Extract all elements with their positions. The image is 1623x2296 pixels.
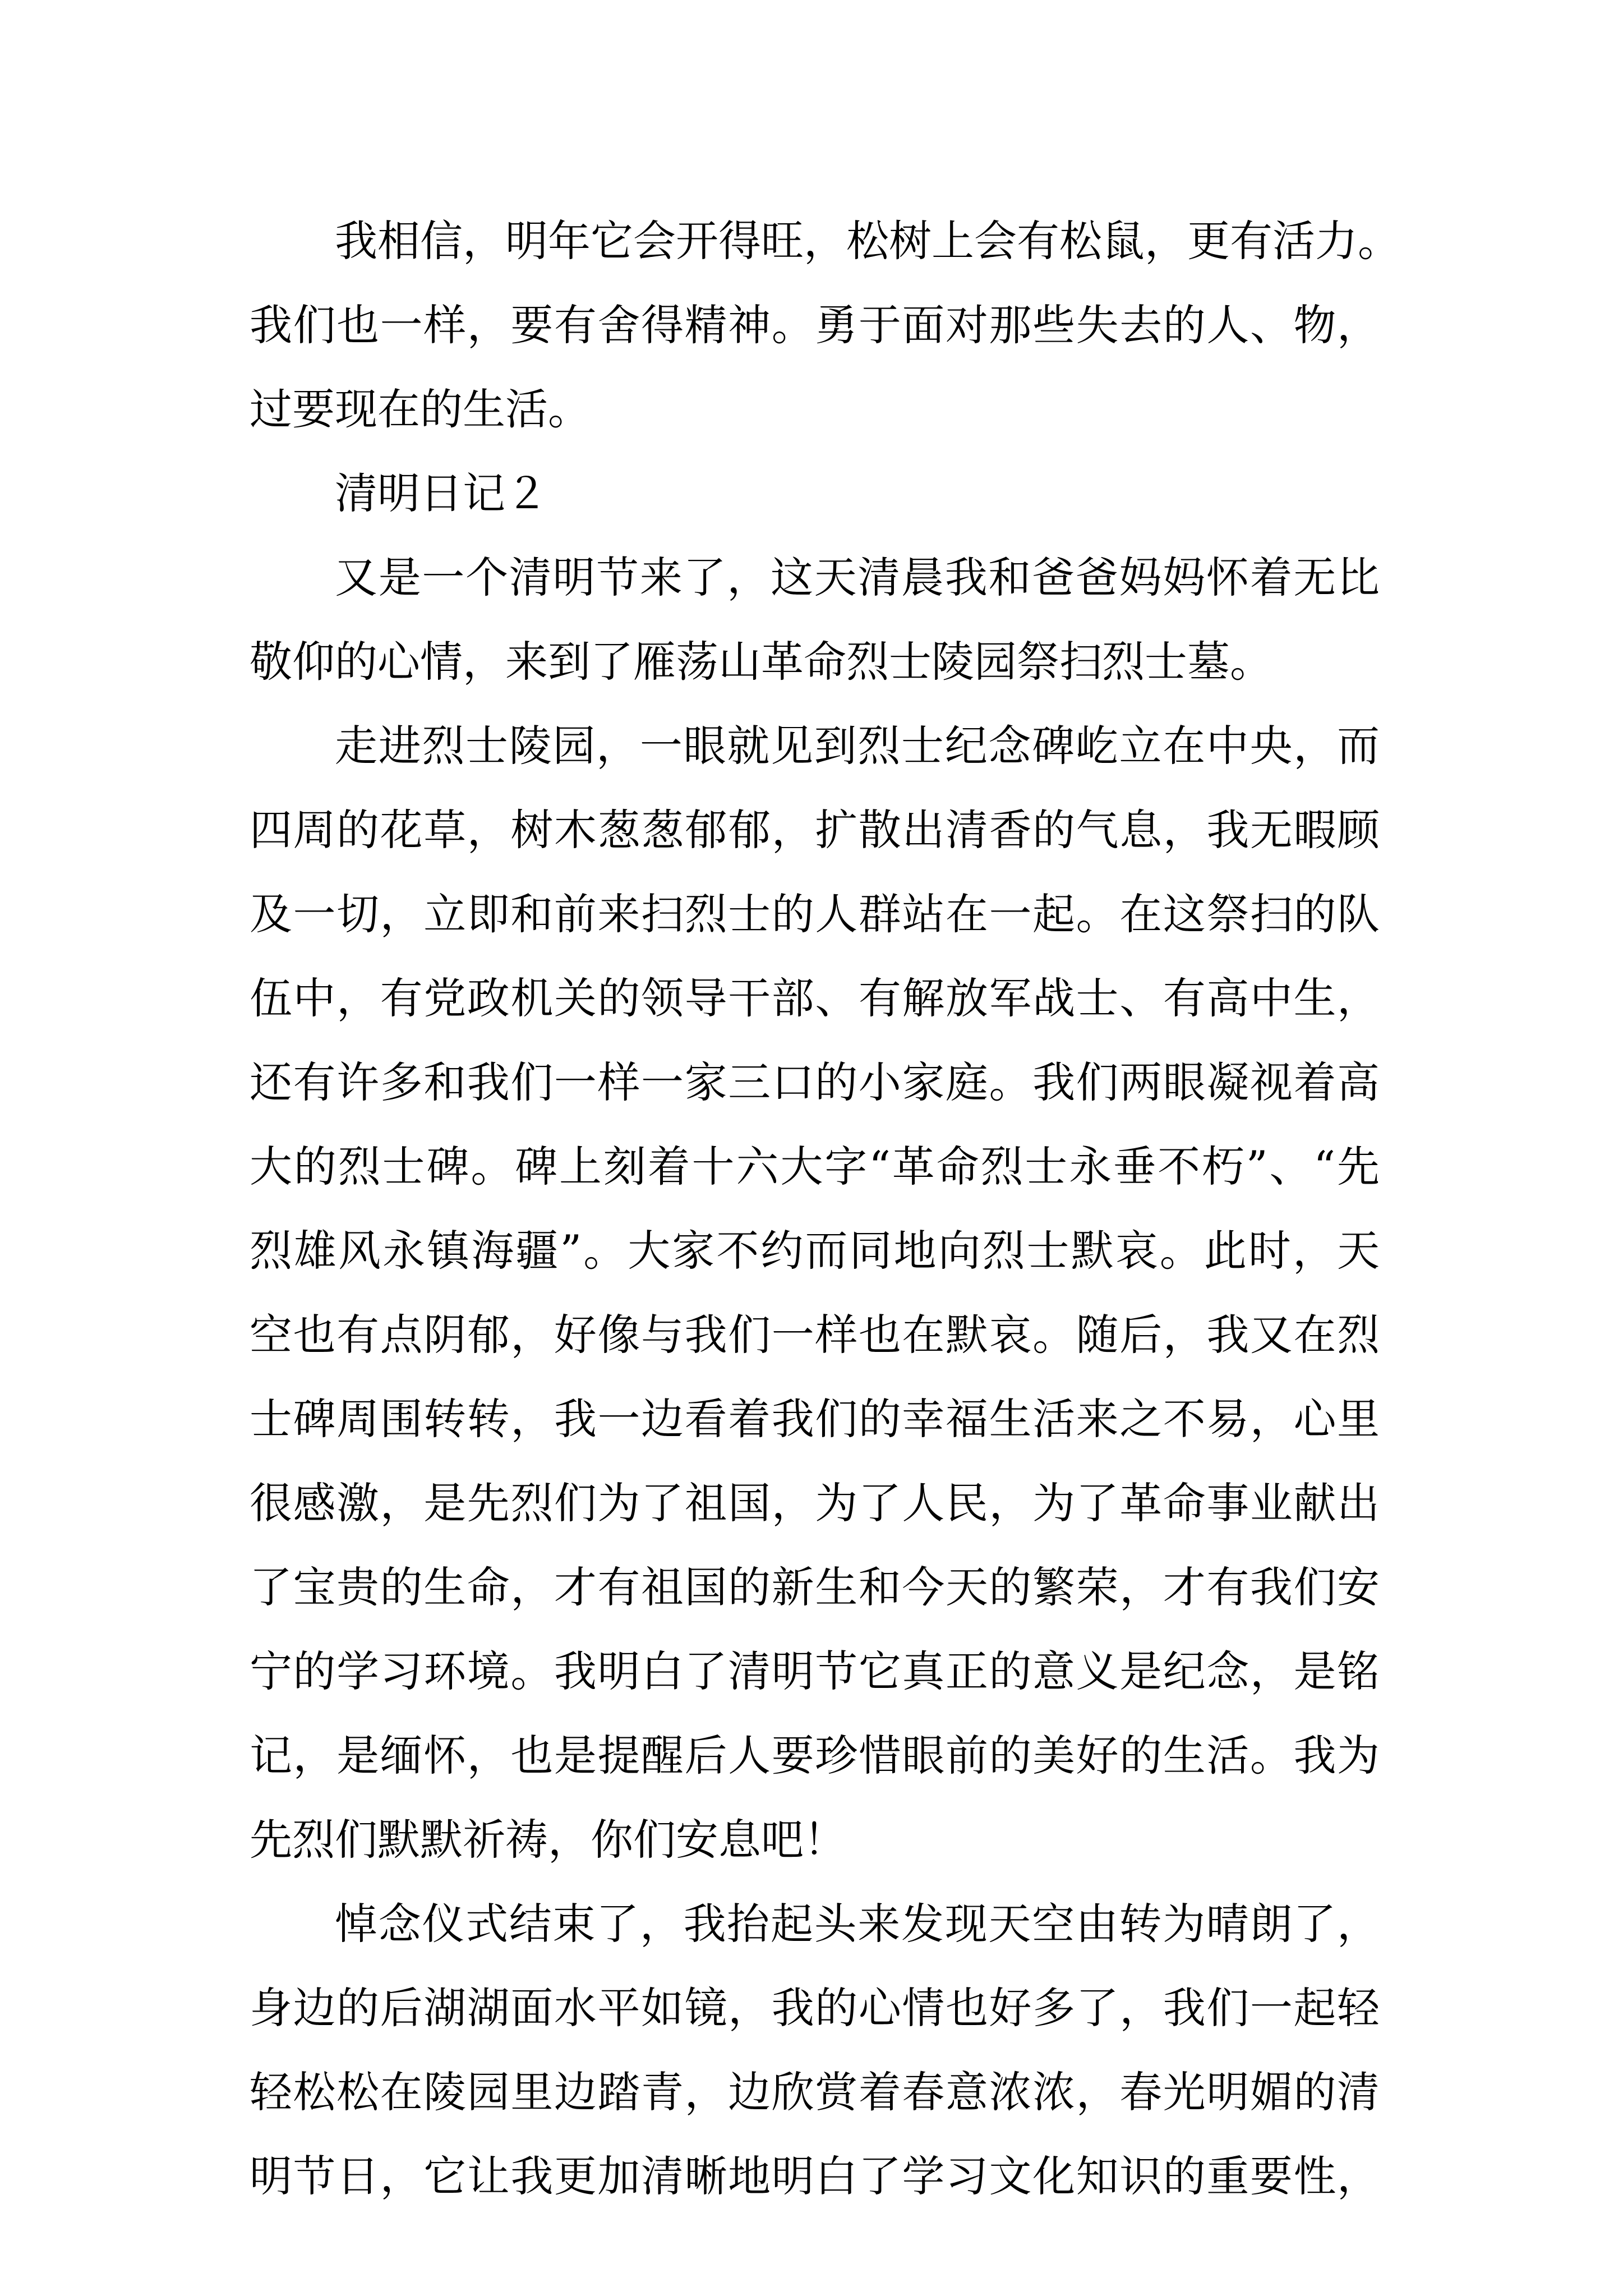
- paragraph-line: 明节日，它让我更加清晰地明白了学习文化知识的重要性，: [250, 2151, 1380, 2201]
- paragraph-line: 轻松松在陵园里边踏青，边欣赏着春意浓浓，春光明媚的清: [250, 2067, 1380, 2117]
- paragraph-line: 了宝贵的生命，才有祖国的新生和今天的繁荣，才有我们安: [250, 1562, 1380, 1612]
- paragraph-line: 我相信，明年它会开得旺，松树上会有松鼠，更有活力。: [335, 216, 1400, 266]
- body-text: [250, 199, 1400, 2219]
- paragraph-line: 记，是缅怀，也是提醒后人要珍惜眼前的美好的生活。我为: [250, 1731, 1380, 1780]
- paragraph-line: 过要现在的生活。: [250, 384, 591, 434]
- section-heading: 清明日记２: [335, 468, 548, 518]
- paragraph-line: 四周的花草，树木葱葱郁郁，扩散出清香的气息，我无暇顾: [250, 805, 1380, 855]
- paragraph-line: 大的烈士碑。碑上刻着十六大字“革命烈士永垂不朽”、“先: [250, 1142, 1380, 1191]
- paragraph-line: 宁的学习环境。我明白了清明节它真正的意义是纪念，是铭: [250, 1646, 1380, 1696]
- paragraph-line: 士碑周围转转，我一边看着我们的幸福生活来之不易，心里: [250, 1394, 1380, 1444]
- paragraph-line: 悼念仪式结束了，我抬起头来发现天空由转为晴朗了，: [335, 1899, 1380, 1949]
- paragraph-line: 还有许多和我们一样一家三口的小家庭。我们两眼凝视着高: [250, 1057, 1380, 1107]
- paragraph-line: 烈雄风永镇海疆”。大家不约而同地向烈士默哀。此时，天: [250, 1226, 1380, 1276]
- paragraph-line: 敬仰的心情，来到了雁荡山革命烈士陵园祭扫烈士墓。: [250, 637, 1272, 687]
- paragraph-line: 先烈们默默祈祷，你们安息吧！: [250, 1815, 846, 1865]
- paragraph-line: 身边的后湖湖面水平如镜，我的心情也好多了，我们一起轻: [250, 1983, 1380, 2033]
- paragraph-line: 又是一个清明节来了，这天清晨我和爸爸妈妈怀着无比: [335, 553, 1380, 602]
- paragraph-line: 很感激，是先烈们为了祖国，为了人民，为了革命事业献出: [250, 1478, 1380, 1528]
- paragraph-line: 及一切，立即和前来扫烈士的人群站在一起。在这祭扫的队: [250, 889, 1380, 939]
- paragraph-line: 伍中，有党政机关的领导干部、有解放军战士、有高中生，: [250, 973, 1380, 1023]
- paragraph-line: 走进烈士陵园，一眼就见到烈士纪念碑屹立在中央，而: [335, 721, 1380, 771]
- paragraph-line: 空也有点阴郁，好像与我们一样也在默哀。随后，我又在烈: [250, 1310, 1380, 1360]
- paragraph-line: 我们也一样，要有舍得精神。勇于面对那些失去的人、物，: [250, 300, 1380, 350]
